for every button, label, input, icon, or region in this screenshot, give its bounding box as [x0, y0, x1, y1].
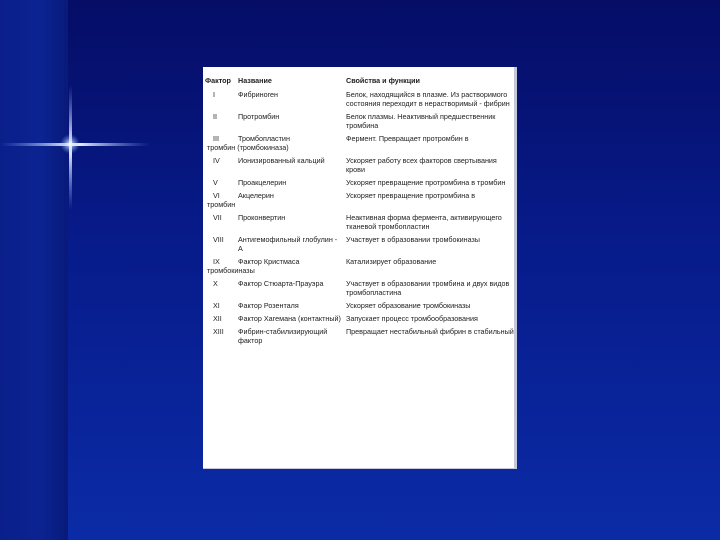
factor-number: I: [213, 90, 215, 99]
factor-name-continuation: тромбокиназы: [207, 266, 255, 275]
factor-name-cell: [236, 111, 344, 133]
factor-number: XIII: [213, 327, 224, 336]
factor-function: Участвует в образовании тромбокиназы: [346, 235, 480, 244]
factor-name-cell: [236, 212, 344, 234]
header-name: Название: [238, 76, 272, 85]
table-row: [203, 155, 517, 177]
factor-number: VI: [213, 191, 220, 200]
table-row: [203, 326, 517, 348]
table-row: [203, 133, 517, 155]
table-row: [203, 212, 517, 234]
factor-function: Ускоряет превращение протромбина в: [346, 191, 476, 200]
factor-number: XII: [213, 314, 222, 323]
table-row: [203, 111, 517, 133]
factor-function: Катализирует образование: [346, 257, 437, 266]
table-row: [203, 313, 517, 326]
factor-name: Проакцелерин: [238, 178, 287, 187]
clotting-factors-document: [203, 67, 517, 469]
factor-name-cell: [236, 234, 344, 256]
table-row: [203, 234, 517, 256]
factor-function: Превращает нестабильный фибрин в стабильный: [346, 327, 514, 336]
factor-name: Фибриноген: [238, 90, 279, 99]
factor-number: IV: [213, 156, 220, 165]
factor-name-cell: [236, 300, 344, 313]
factor-function: Ускоряет образование тромбокиназы: [346, 301, 471, 310]
header-functions: Свойства и функции: [346, 76, 420, 85]
header-factor: Фактор: [205, 76, 231, 85]
factor-name-cell: [236, 177, 344, 190]
factor-number: X: [213, 279, 218, 288]
factor-name: Протромбин: [238, 112, 280, 121]
factor-function: Белок плазмы. Неактивный предшественник тромбина: [346, 112, 496, 130]
factor-name-cell: [236, 278, 344, 300]
factor-name: Тромбопластин: [238, 134, 290, 143]
factor-number: V: [213, 178, 218, 187]
factor-name: Фактор Розенталя: [238, 301, 299, 310]
factor-function: Неактивная форма фермента, активирующего тканевой тромбопластин: [346, 213, 502, 231]
factor-function: Ускоряет работу всех факторов свертывания крови: [346, 156, 497, 174]
factor-number: VIII: [213, 235, 224, 244]
factor-number: VII: [213, 213, 222, 222]
table-row: [203, 256, 517, 278]
left-decorative-band: [0, 0, 68, 540]
table-row: [203, 177, 517, 190]
table-row: [203, 89, 517, 111]
table-row: [203, 278, 517, 300]
table-header-row: [203, 67, 517, 89]
factor-function: Ускоряет превращение протромбина в тромбин: [346, 178, 506, 187]
factor-function: Участвует в образовании тромбина и двух видов тромбопластина: [346, 279, 510, 297]
factor-name: Антигемофильный глобулин - А: [238, 235, 338, 253]
factor-name-cell: [236, 326, 344, 348]
factor-function: Запускает процесс тромбообразования: [346, 314, 478, 323]
factor-name-cell: [236, 313, 344, 326]
factor-name-cell: [236, 155, 344, 177]
factor-name: Фактор Стюарта-Прауэра: [238, 279, 324, 288]
table-row: [203, 190, 517, 212]
factor-name: Акцелерин: [238, 191, 274, 200]
factor-name: Фактор Хагемана (контактный): [238, 314, 341, 323]
factor-name: Фибрин-стабилизирующий фактор: [238, 327, 328, 345]
factor-name: Фактор Кристмаса: [238, 257, 300, 266]
table-row: [203, 300, 517, 313]
factor-function: Белок, находящийся в плазме. Из растворимого состояния переходит в нерастворимый - фибрин: [346, 90, 510, 108]
factor-number: II: [213, 112, 217, 121]
factor-number: XI: [213, 301, 220, 310]
factor-number: III: [213, 134, 219, 143]
factor-name-cell: [236, 89, 344, 111]
factor-name-continuation: тромбин: [207, 200, 236, 209]
factor-number: IX: [213, 257, 220, 266]
factor-name: Ионизированный кальций: [238, 156, 325, 165]
factor-function: Фермент. Превращает протромбин в: [346, 134, 469, 143]
clotting-factors-table: [203, 67, 517, 348]
factor-name: Проконвертин: [238, 213, 286, 222]
factor-name-continuation: тромбин (тромбокиназа): [207, 143, 289, 152]
